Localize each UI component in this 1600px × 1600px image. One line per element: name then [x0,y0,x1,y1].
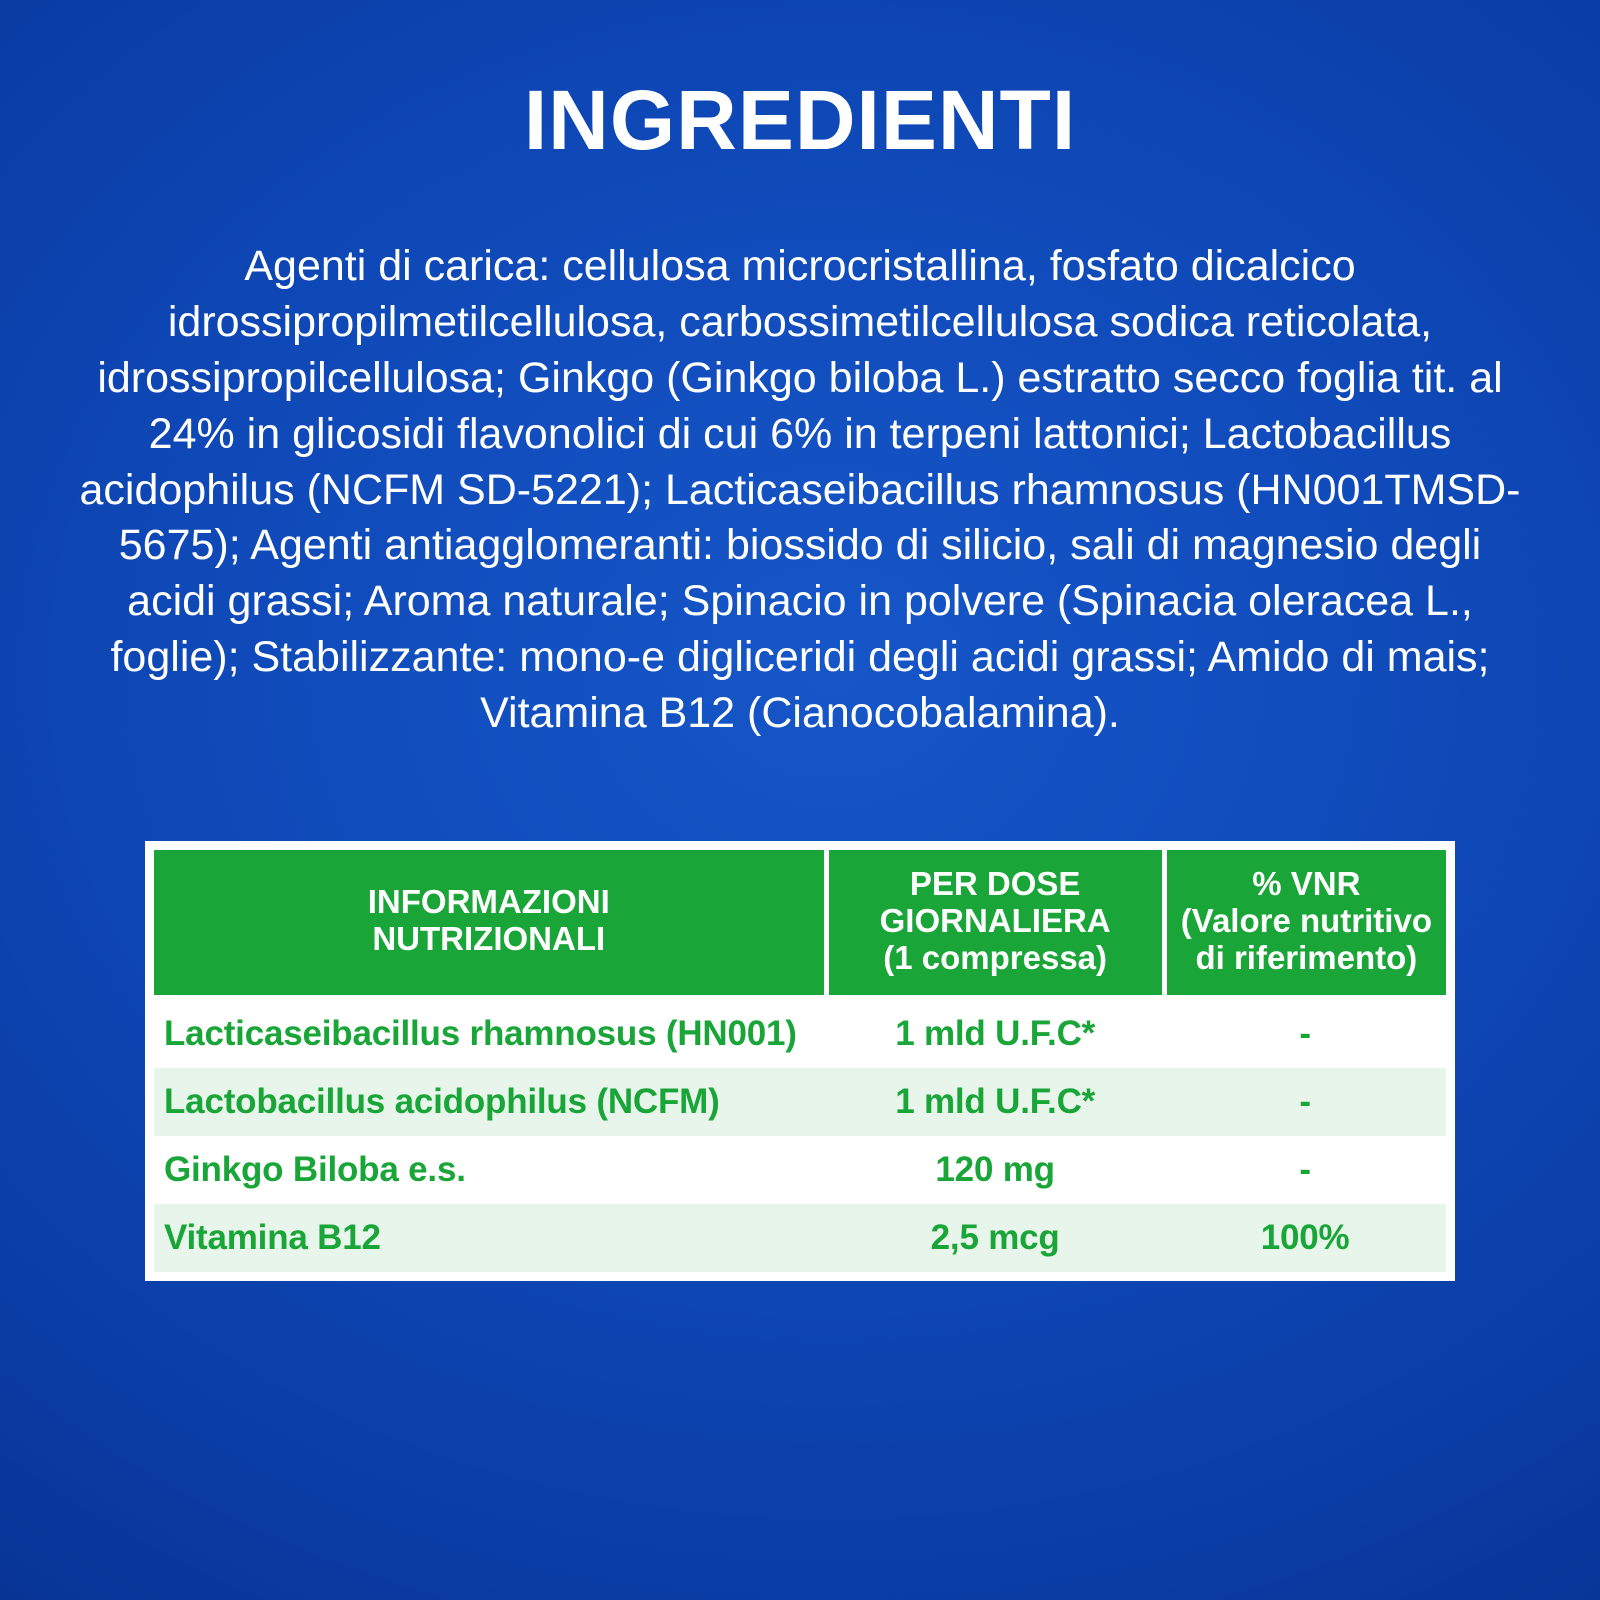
header-col3-line2: (Valore nutritivo [1180,901,1432,939]
row-dose-value: 2,5 mcg [826,1204,1164,1277]
page-title: INGREDIENTI [523,73,1077,167]
header-percent-vnr [1164,846,1450,998]
table-row [150,997,1451,1068]
table-row [150,1136,1451,1204]
row-vnr-value: - [1164,1068,1450,1136]
header-per-dose-giornaliera [826,846,1164,998]
header-col3-line1: % VNR [1252,865,1361,903]
header-col2-line3: (1 compressa) [883,938,1108,976]
row-dose-value: 1 mld U.F.C* [826,1068,1164,1136]
nutrition-table-wrapper [60,841,1540,1281]
header-col2-line1: PER DOSE [909,865,1081,903]
header-col1-line2: NUTRIZIONALI [372,920,606,958]
header-col1-line1: INFORMAZIONI [367,883,610,921]
row-nutrient-name: Ginkgo Biloba e.s. [164,1149,466,1189]
header-col2-line2: GIORNALIERA [879,901,1111,939]
nutrition-table [145,841,1455,1281]
row-vnr-value: - [1299,1013,1311,1053]
header-informazioni-nutrizionali [150,846,827,998]
row-dose-value: 120 mg [935,1149,1055,1189]
table-body [150,997,1451,1276]
row-nutrient-name: Vitamina B12 [150,1204,827,1277]
table-header-row [150,846,1451,998]
table-row [150,1068,1451,1136]
row-nutrient-name: Lacticaseibacillus rhamnosus (HN001) [164,1013,797,1053]
header-col3-line3: di riferimento) [1195,938,1418,976]
ingredients-text: Agenti di carica: cellulosa microcristallina, fosfato dicalcico idrossipropilmetilcellulosa, carbossimetilcellulosa sodica reticolata, idrossipropilcellulosa; Ginkgo (Ginkgo biloba L.) estratto secco foglia tit. al 24% in glicosidi flavonolici di cui 6% in terpeni lattonici; Lactobacillus acidophilus (NCFM SD-5221); Lacticaseibacillus rhamnosus (HN001TMSD-5675); Agenti antiagglomeranti: biossido di silicio, sali di magnesio degli acidi grassi; Aroma naturale; Spinacio in polvere (Spinacia oleracea L., foglie); Stabilizzante: mono-e digliceridi degli acidi grassi; Amido di mais; Vitamina B12 (Cianocobalamina). [79,242,1521,738]
row-nutrient-name: Lactobacillus acidophilus (NCFM) [150,1068,827,1136]
row-vnr-value: - [1299,1149,1311,1189]
table-header [150,846,1451,998]
row-dose-value: 1 mld U.F.C* [895,1013,1096,1053]
table-row [150,1204,1451,1277]
row-vnr-value: 100% [1164,1204,1450,1277]
